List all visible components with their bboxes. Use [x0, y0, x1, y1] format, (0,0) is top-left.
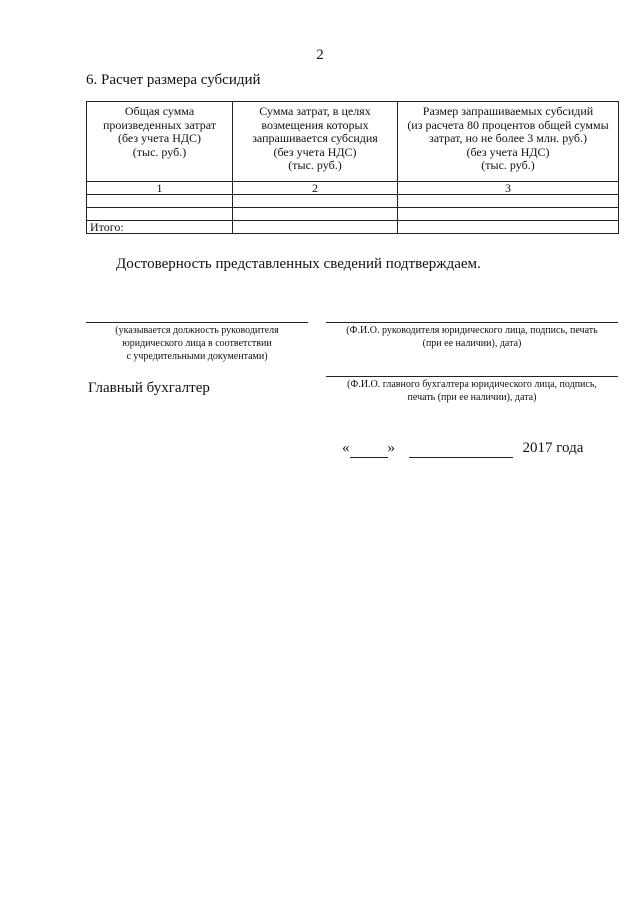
- confirmation-statement: Достоверность представленных сведений подтверждаем.: [116, 256, 481, 272]
- header-costs-for-subsidy: Сумма затрат, в целях возмещения которых запрашивается субсидия (без учета НДС) (тыс. руб.): [233, 102, 398, 182]
- column-number-row: [87, 182, 619, 195]
- table-row: [87, 208, 619, 221]
- page-number: 2: [316, 47, 324, 63]
- table-cell: [398, 195, 619, 208]
- column-number: 3: [398, 182, 619, 195]
- head-fio-caption: (Ф.И.О. руководителя юридического лица, подпись, печать (при ее наличии), дата): [346, 325, 598, 349]
- subsidy-table: [86, 101, 619, 234]
- table-header-row: [87, 102, 619, 182]
- column-number: 2: [233, 182, 398, 195]
- year-text: 2017 года: [522, 440, 584, 456]
- head-position-line: [86, 322, 308, 323]
- total-label: Итого:: [87, 221, 233, 234]
- open-quote: «: [342, 440, 350, 456]
- table-cell: [398, 208, 619, 221]
- chief-fio-caption: (Ф.И.О. главного бухгалтера юридического лица, подпись, печать (при ее наличии), дата): [347, 379, 597, 403]
- month-blank: [409, 440, 513, 458]
- date-field: [342, 440, 583, 458]
- header-subsidy-amount: Размер запрашиваемых субсидий (из расчета 80 процентов общей суммы затрат, но не более 3 млн. руб.) (без учета НДС) (тыс. руб.): [398, 102, 619, 182]
- chief-accountant-label: Главный бухгалтер: [88, 380, 210, 396]
- column-number: 1: [87, 182, 233, 195]
- section-title: 6. Расчет размера субсидий: [86, 72, 261, 88]
- head-position-caption: (указывается должность руководителя юридического лица в соответствии с учредительными документами): [115, 325, 279, 362]
- table-cell: [87, 195, 233, 208]
- close-quote: »: [387, 440, 395, 456]
- table-cell: [398, 221, 619, 234]
- table-row: [87, 195, 619, 208]
- table-cell: [87, 208, 233, 221]
- table-cell: [233, 208, 398, 221]
- head-fio-line: [326, 322, 618, 323]
- table-cell: [233, 195, 398, 208]
- table-cell: [233, 221, 398, 234]
- chief-fio-line: [326, 376, 618, 377]
- header-total-costs: Общая сумма произведенных затрат (без учета НДС) (тыс. руб.): [87, 102, 233, 182]
- total-row: [87, 221, 619, 234]
- day-blank: [350, 440, 388, 458]
